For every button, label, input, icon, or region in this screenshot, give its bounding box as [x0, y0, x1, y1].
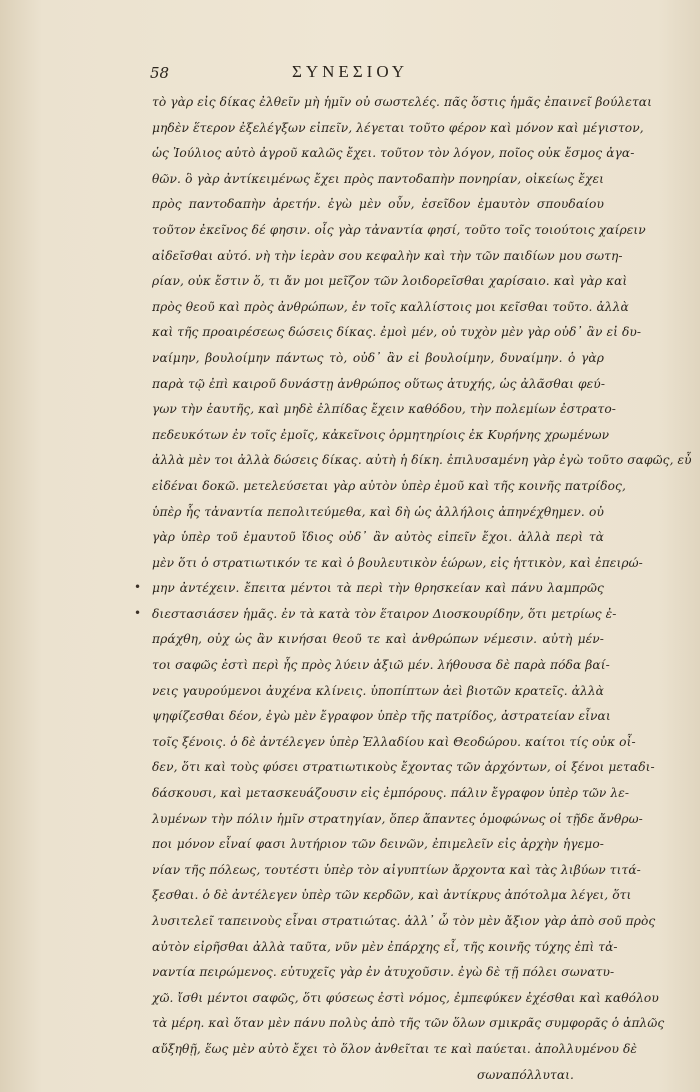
text-line: λυμένων τὴν πόλιν ἡμῖν στρατηγίαν, ὅπερ ἅπαντες ὁμοφώνως οἱ τῇδε ἄνθρω-: [152, 811, 643, 826]
page-number: 58: [150, 64, 170, 82]
text-line: μὲν ὅτι ὁ στρατιωτικόν τε καὶ ὁ βουλευτικὸν ἑώρων, εἰς ἡττικὸν, καὶ ἐπειρώ-: [152, 555, 643, 570]
text-line: ναντία πειρώμενος. εὐτυχεῖς γὰρ ἐν ἀτυχοῦσιν. ἐγὼ δὲ τῇ πόλει σωνατυ-: [152, 965, 615, 980]
margin-marker: •: [134, 606, 142, 620]
text-line: πράχθη, οὐχ ὡς ἂν κινήσαι θεοῦ τε καὶ ἀνθρώπων νέμεσιν. αὐτὴ μέν-: [152, 632, 604, 647]
text-line: μηδὲν ἕτερον ἐξελέγξων εἰπεῖν, λέγεται τοῦτο φέρον καὶ μόνον καὶ μέγιστον,: [152, 120, 644, 135]
text-line: πρὸς παντοδαπὴν ἀρετήν. ἐγὼ μὲν οὖν, ἐσεῖδον ἐμαυτὸν σπουδαίου: [152, 197, 604, 212]
text-line: τοι σαφῶς ἐστὶ περὶ ἧς πρὸς λύειν ἀξιῶ μέν. λήθουσα δὲ παρὰ πόδα βαί-: [152, 658, 610, 673]
text-line-final: σωναπόλλυται.: [476, 1067, 574, 1082]
text-line: ξεσθαι. ὁ δὲ ἀντέλεγεν ὑπὲρ τῶν κερδῶν, καὶ ἀντίκρυς ἀπότολμα λέγει, ὅτι: [152, 888, 632, 903]
text-line: ρίαν, οὐκ ἔστιν ὅ, τι ἄν μοι μεῖζον τῶν λοιδορεῖσθαι χαρίσαιο. καὶ γὰρ καὶ: [152, 274, 628, 289]
margin-marker: •: [134, 580, 142, 594]
text-line: δάσκουσι, καὶ μετασκευάζουσιν εἰς ἐμπόρους. πάλιν ἔγραφον ὑπὲρ τῶν λε-: [152, 786, 630, 801]
text-line: ποι μόνον εἶναί φασι λυτήριον τῶν δεινῶν, ἐπιμελεῖν εἰς ἀρχὴν ἡγεμο-: [152, 837, 604, 852]
body-text: [152, 90, 692, 1088]
text-line: νεις γαυρούμενοι ἀυχένα κλίνεις. ὑποπίπτων ἀεὶ βιοτῶν κρατεῖς. ἀλλὰ: [152, 683, 604, 698]
text-line: γων τὴν ἑαυτῆς, καὶ μηδὲ ἐλπίδας ἔχειν καθόδου, τὴν πολεμίων ἐστρατο-: [152, 402, 617, 417]
text-line: εἰδέναι δοκῶ. μετελεύσεται γὰρ αὐτὸν ὑπὲρ ἐμοῦ καὶ τῆς κοινῆς πατρίδος,: [152, 478, 626, 493]
text-line: τοῖς ξένοις. ὁ δὲ ἀντέλεγεν ὑπὲρ Ἑλλαδίου καὶ Θεοδώρου. καίτοι τίς οὐκ οἶ-: [152, 734, 636, 749]
text-line: πρὸς θεοῦ καὶ πρὸς ἀνθρώπων, ἐν τοῖς καλλίστοις μοι κεῖσθαι τοῦτο. ἀλλὰ: [152, 299, 629, 314]
text-line: δεν, ὅτι καὶ τοὺς φύσει στρατιωτικοὺς ἔχοντας τῶν ἀρχόντων, οἱ ξένοι μεταδι-: [152, 760, 655, 775]
text-line: ἀλλὰ μὲν τοι ἀλλὰ δώσεις δίκας. αὐτὴ ἡ δίκη. ἐπιλυσαμένη γὰρ ἐγὼ τοῦτο σαφῶς, εὖ: [152, 453, 692, 468]
text-line: τὰ μέρη. καὶ ὅταν μὲν πάνυ πολὺς ἀπὸ τῆς τῶν ὅλων σμικρᾶς συμφορᾶς ὁ ἀπλῶς: [152, 1016, 665, 1031]
text-line: αὐτὸν εἰρῆσθαι ἀλλὰ ταῦτα, νῦν μὲν ἐπάρχης εἶ, τῆς κοινῆς τύχης ἐπὶ τἀ-: [152, 939, 618, 954]
text-line: ὑπὲρ ἧς τἀναντία πεπολιτεύμεθα, καὶ δὴ ὡς ἀλλήλοις ἀπηνέχθημεν. οὐ: [152, 504, 604, 519]
text-line: τοῦτον ἐκεῖνος δέ φησιν. οἷς γὰρ τἀναντία φησί, τοῦτο τοῖς τοιούτοις χαίρειν: [152, 222, 646, 237]
text-line: ναίμην, βουλοίμην πάντως τὸ, οὐδ᾽ ἂν εἰ βουλοίμην, δυναίμην. ὁ γὰρ: [152, 350, 604, 365]
text-line: ψηφίζεσθαι δέον, ἐγὼ μὲν ἔγραφον ὑπὲρ τῆς πατρίδος, ἀστρατείαν εἶναι: [152, 709, 611, 724]
text-line: παρὰ τῷ ἐπὶ καιροῦ δυνάστῃ ἀνθρώπος οὕτως ἀτυχής, ὡς ἀλᾶσθαι φεύ-: [152, 376, 606, 391]
text-line: χῶ. ἴσθι μέντοι σαφῶς, ὅτι φύσεως ἐστὶ νόμος, ἐμπεφύκεν ἐχέσθαι καὶ καθόλου: [152, 990, 659, 1005]
text-line: γὰρ ὑπὲρ τοῦ ἐμαυτοῦ ἴδιος οὐδ᾽ ἂν αὐτὸς εἰπεῖν ἔχοι. ἀλλὰ περὶ τὰ: [152, 530, 604, 545]
text-line: διεστασιάσεν ἡμᾶς. ἐν τὰ κατὰ τὸν ἕταιρον Διοσκουρίδην, ὅτι μετρίως ἐ-: [152, 606, 617, 621]
running-head: ΣΥΝΕΣΙΟΥ: [291, 62, 409, 81]
text-line: ὡς Ἰούλιος αὐτὸ ἀγροῦ καλῶς ἔχει. τοῦτον τὸν λόγον, ποῖος οὐκ ἔσμος ἀγα-: [152, 146, 635, 161]
text-line: μην ἀντέχειν. ἔπειτα μέντοι τὰ περὶ τὴν θρησκείαν καὶ πάνυ λαμπρῶς: [152, 581, 604, 596]
text-line: καὶ τῆς προαιρέσεως δώσεις δίκας. ἐμοὶ μέν, οὐ τυχὸν μὲν γὰρ οὐδ᾽ ἂν εἰ δυ-: [152, 325, 642, 340]
text-line: πεδευκότων ἐν τοῖς ἐμοῖς, κἀκεῖνοις ὁρμητηρίοις ἐκ Κυρήνης χρωμένων: [152, 427, 610, 442]
text-line: αὔξηθῇ, ἕως μὲν αὐτὸ ἔχει τὸ ὅλον ἀνθεῖται τε καὶ παύεται. ἀπολλυμένου δὲ: [152, 1041, 638, 1056]
text-line: αἰδεῖσθαι αὐτό. νὴ τὴν ἱερὰν σου κεφαλὴν καὶ τὴν τῶν παιδίων μου σωτη-: [152, 248, 623, 263]
text-line: λυσιτελεῖ ταπεινοὺς εἶναι στρατιώτας. ἀλλ᾽ ὦ τὸν μὲν ἄξιον γὰρ ἀπὸ σοῦ πρὸς: [152, 914, 656, 928]
text-line: τὸ γὰρ εἰς δίκας ἐλθεῖν μὴ ἡμῖν οὐ σωστελές. πᾶς ὅστις ἡμᾶς ἐπαινεῖ βούλεται: [152, 95, 653, 109]
text-line: νίαν τῆς πόλεως, τουτέστι ὑπὲρ τὸν αἰγυπτίων ἄρχοντα καὶ τὰς λιβύων τιτά-: [152, 862, 641, 877]
text-line: θῶν. ὃ γὰρ ἀντίκειμένως ἔχει πρὸς παντοδαπὴν πονηρίαν, οἰκείως ἔχει: [152, 171, 604, 186]
